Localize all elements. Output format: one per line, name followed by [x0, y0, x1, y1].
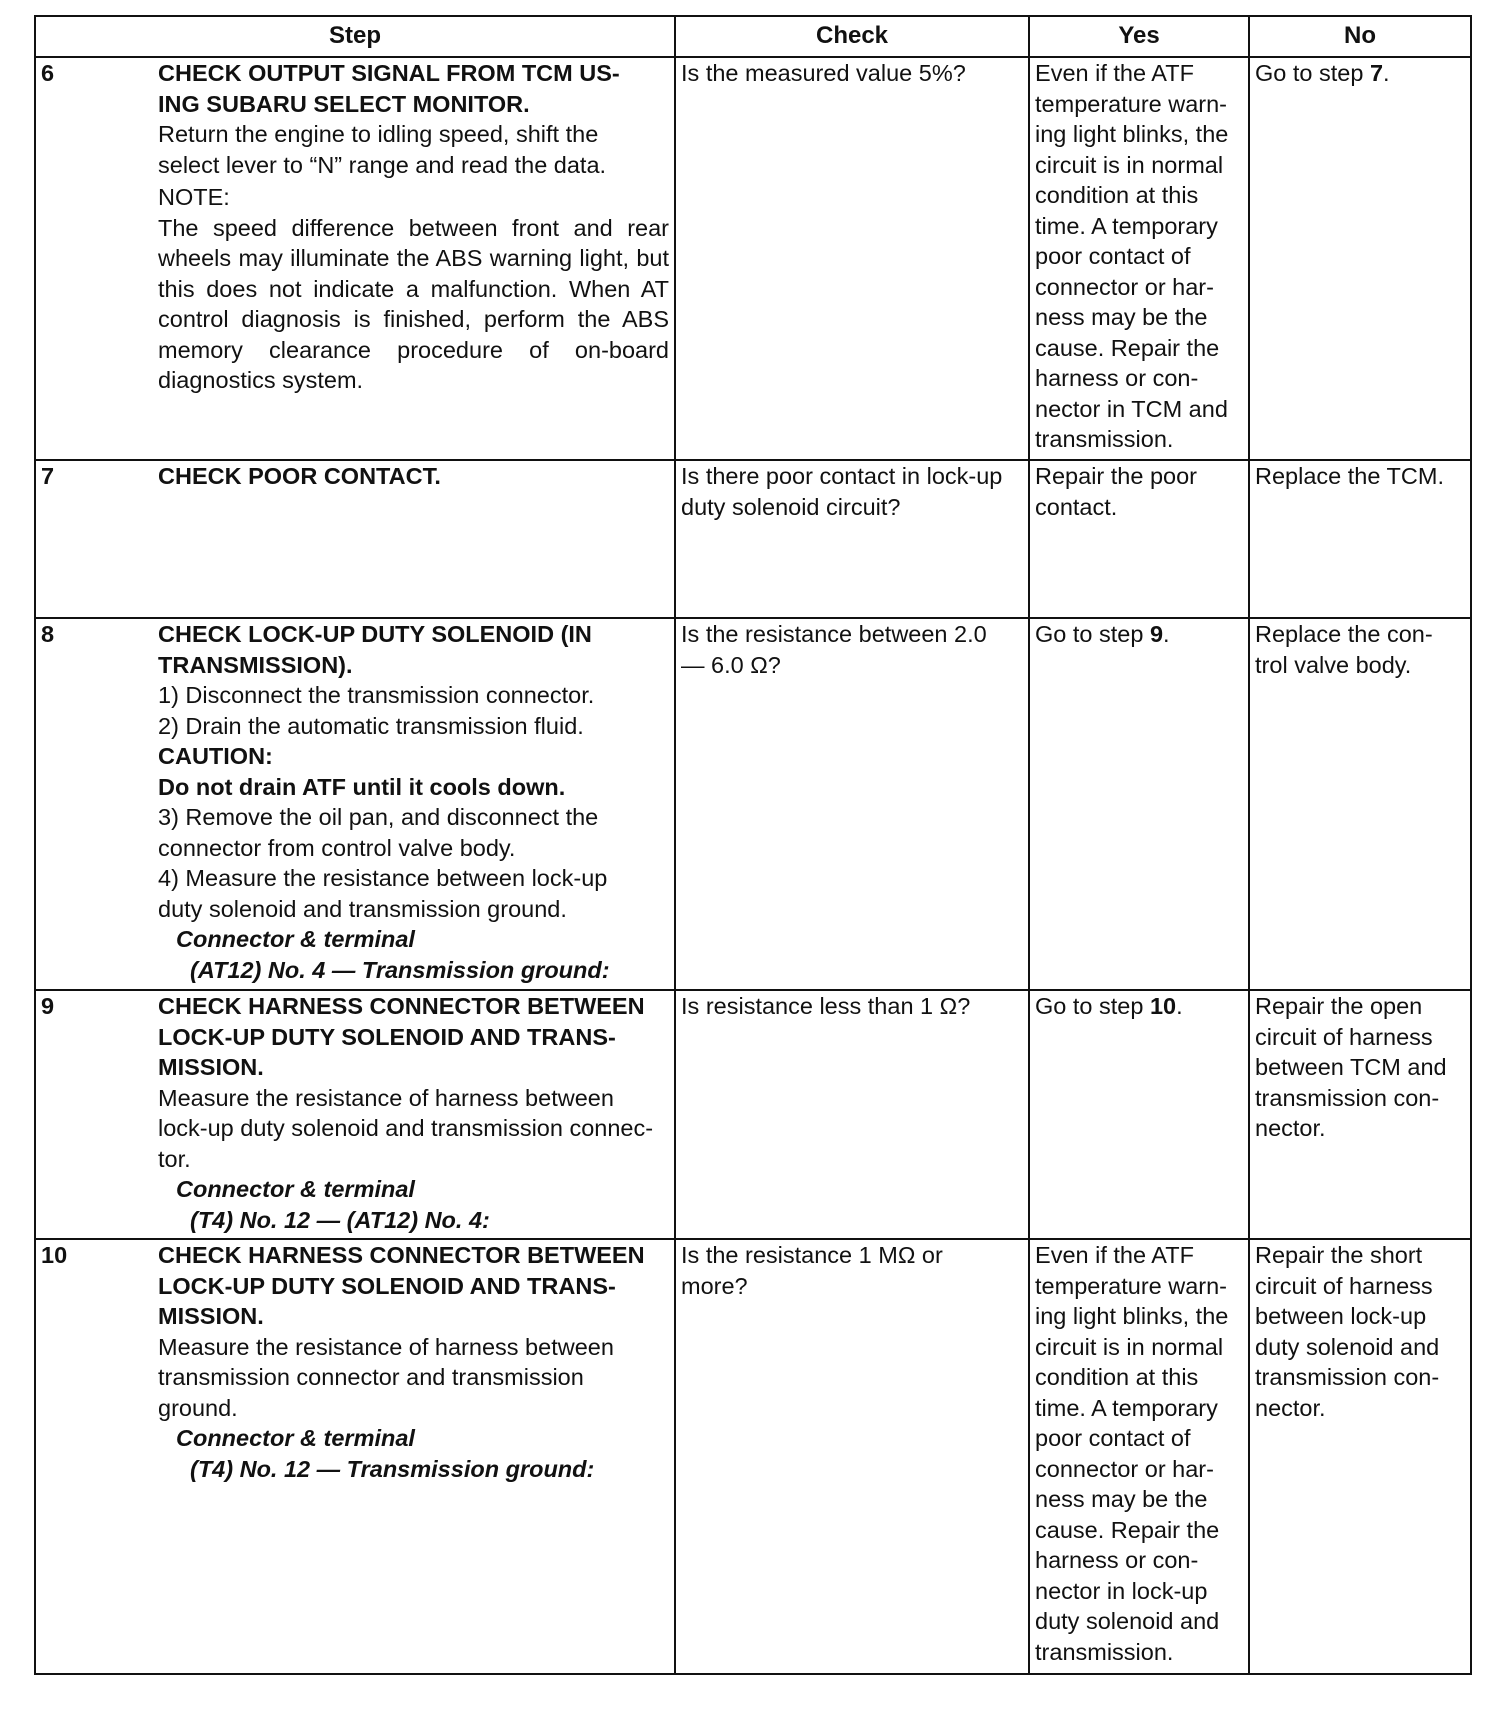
check-text: — 6.0 Ω? — [681, 651, 781, 678]
step-description — [153, 1239, 675, 1674]
yes-text: harness or con- — [1035, 365, 1199, 391]
no-text: nector. — [1255, 1115, 1326, 1141]
diagnostic-table — [34, 15, 1472, 1675]
step-text: tor. — [158, 1145, 191, 1172]
yes-cell — [1029, 618, 1249, 990]
yes-text: nector in TCM and — [1035, 395, 1228, 422]
procedure-step: 3) Remove the oil pan, and disconnect the — [158, 804, 599, 830]
check-text: Is resistance less than 1 Ω? — [681, 993, 971, 1019]
yes-text: ness may be the — [1035, 1486, 1208, 1512]
check-text: Is the resistance between 2.0 — [681, 621, 987, 647]
procedure-step: connector from control valve body. — [158, 834, 516, 861]
goto-step-number: 7 — [1369, 60, 1384, 86]
step-title: LOCK-UP DUTY SOLENOID AND TRANS- — [158, 1272, 616, 1299]
yes-cell — [1029, 990, 1249, 1239]
step-text: transmission connector and transmission — [158, 1364, 584, 1390]
yes-text: temperature warn- — [1035, 90, 1228, 117]
yes-text: connector or har- — [1035, 1455, 1214, 1482]
goto-suffix: . — [1383, 60, 1390, 86]
step-text: Measure the resistance of harness between — [158, 1084, 614, 1111]
step-number: 10 — [35, 1239, 153, 1674]
yes-text: transmission. — [1035, 1638, 1174, 1665]
check-text: Is the resistance 1 MΩ or — [681, 1242, 943, 1268]
step-title: TRANSMISSION). — [158, 651, 353, 678]
step-description — [153, 618, 675, 990]
yes-text: harness or con- — [1035, 1547, 1199, 1573]
header-no: No — [1249, 16, 1471, 57]
no-text: between TCM and — [1255, 1054, 1447, 1080]
no-cell — [1249, 57, 1471, 460]
header-yes: Yes — [1029, 16, 1249, 57]
step-text: select lever to “N” range and read the data. — [158, 151, 607, 178]
yes-text: time. A temporary — [1035, 1394, 1218, 1421]
no-goto — [1255, 58, 1465, 89]
check-text: Is there poor contact in lock-up — [681, 463, 1003, 489]
header-check: Check — [675, 16, 1029, 57]
yes-cell — [1029, 460, 1249, 618]
header-row — [35, 16, 1471, 57]
header-step: Step — [35, 16, 675, 57]
caution-text: Do not drain ATF until it cools down. — [158, 773, 566, 800]
yes-text: ing light blinks, the — [1035, 1303, 1229, 1329]
step-title: ING SUBARU SELECT MONITOR. — [158, 90, 530, 117]
goto-step-number: 9 — [1149, 621, 1164, 647]
yes-text: cause. Repair the — [1035, 334, 1220, 361]
yes-goto — [1035, 991, 1243, 1022]
step-title: CHECK POOR CONTACT. — [158, 463, 441, 489]
no-cell — [1249, 460, 1471, 618]
yes-text: poor contact of — [1035, 243, 1191, 269]
yes-text: condition at this — [1035, 182, 1199, 208]
note-text: The speed difference between front and rear wheels may illuminate the ABS warning light, but this does not indicate a malfunction. When AT control diagnosis is finished, perform the ABS memory clearance procedure of on-board diagnostics system. — [158, 214, 670, 393]
table-row — [35, 618, 1471, 990]
check-text: Is the measured value 5%? — [681, 60, 966, 86]
yes-text: transmission. — [1035, 426, 1174, 452]
yes-text: circuit is in normal — [1035, 151, 1224, 178]
step-title: CHECK HARNESS CONNECTOR BETWEEN — [158, 1242, 645, 1268]
goto-prefix: Go to step — [1255, 60, 1370, 86]
step-title: MISSION. — [158, 1303, 264, 1329]
no-cell — [1249, 990, 1471, 1239]
no-text: transmission con- — [1255, 1084, 1440, 1111]
step-title: MISSION. — [158, 1054, 264, 1080]
connector-label: Connector & terminal — [176, 926, 415, 952]
table-row — [35, 57, 1471, 460]
connector-value: (T4) No. 12 — Transmission ground: — [190, 1455, 595, 1482]
check-cell — [675, 618, 1029, 990]
yes-text: time. A temporary — [1035, 212, 1218, 239]
goto-suffix: . — [1176, 993, 1183, 1019]
step-number: 9 — [35, 990, 153, 1239]
procedure-step: 2) Drain the automatic transmission fluid. — [158, 712, 584, 739]
step-description — [153, 57, 675, 460]
no-cell — [1249, 1239, 1471, 1674]
step-title: CHECK OUTPUT SIGNAL FROM TCM US- — [158, 60, 620, 86]
no-cell — [1249, 618, 1471, 990]
no-text: Repair the open — [1255, 993, 1423, 1019]
step-text: Return the engine to idling speed, shift the — [158, 121, 599, 147]
no-text: transmission con- — [1255, 1364, 1440, 1390]
yes-cell — [1029, 57, 1249, 460]
yes-text: poor contact of — [1035, 1425, 1191, 1451]
no-text: trol valve body. — [1255, 651, 1412, 678]
no-text: Replace the con- — [1255, 621, 1433, 647]
yes-cell — [1029, 1239, 1249, 1674]
no-text: nector. — [1255, 1394, 1326, 1421]
table-row — [35, 460, 1471, 618]
yes-text: Repair the poor — [1035, 463, 1198, 489]
no-text: between lock-up — [1255, 1303, 1427, 1329]
yes-text: temperature warn- — [1035, 1272, 1228, 1299]
step-title: CHECK LOCK-UP DUTY SOLENOID (IN — [158, 621, 592, 647]
caution-label: CAUTION: — [158, 743, 273, 769]
yes-text: circuit is in normal — [1035, 1333, 1224, 1360]
yes-text: condition at this — [1035, 1364, 1199, 1390]
connector-label: Connector & terminal — [176, 1425, 415, 1451]
yes-text: cause. Repair the — [1035, 1516, 1220, 1543]
no-text: Replace the TCM. — [1255, 463, 1444, 489]
yes-text: contact. — [1035, 493, 1118, 520]
step-title: LOCK-UP DUTY SOLENOID AND TRANS- — [158, 1023, 616, 1050]
check-cell — [675, 1239, 1029, 1674]
goto-prefix: Go to step — [1035, 993, 1150, 1019]
table-row — [35, 1239, 1471, 1674]
step-number: 6 — [35, 57, 153, 460]
connector-label: Connector & terminal — [176, 1176, 415, 1202]
yes-text: duty solenoid and — [1035, 1608, 1220, 1634]
no-text: duty solenoid and — [1255, 1333, 1440, 1360]
check-cell — [675, 990, 1029, 1239]
yes-text: nector in lock-up — [1035, 1577, 1208, 1604]
no-text: Repair the short — [1255, 1242, 1423, 1268]
step-number: 7 — [35, 460, 153, 618]
table-row — [35, 990, 1471, 1239]
yes-text: connector or har- — [1035, 273, 1214, 300]
check-text: more? — [681, 1272, 748, 1299]
step-text: lock-up duty solenoid and transmission connec- — [158, 1115, 654, 1141]
check-cell — [675, 57, 1029, 460]
no-text: circuit of harness — [1255, 1272, 1433, 1299]
step-text: Measure the resistance of harness between — [158, 1333, 614, 1360]
goto-step-number: 10 — [1149, 993, 1177, 1019]
yes-text: ing light blinks, the — [1035, 121, 1229, 147]
procedure-step: 4) Measure the resistance between lock-up — [158, 865, 608, 891]
connector-value: (AT12) No. 4 — Transmission ground: — [190, 956, 610, 983]
yes-goto — [1035, 619, 1243, 650]
no-text: circuit of harness — [1255, 1023, 1433, 1050]
step-title: CHECK HARNESS CONNECTOR BETWEEN — [158, 993, 645, 1019]
procedure-step: 1) Disconnect the transmission connector. — [158, 682, 595, 708]
yes-text: ness may be the — [1035, 304, 1208, 330]
yes-text: Even if the ATF — [1035, 60, 1194, 86]
step-text: ground. — [158, 1394, 238, 1421]
check-cell — [675, 460, 1029, 618]
procedure-step: duty solenoid and transmission ground. — [158, 895, 567, 922]
connector-value: (T4) No. 12 — (AT12) No. 4: — [190, 1206, 490, 1233]
step-description — [153, 990, 675, 1239]
goto-suffix: . — [1163, 621, 1170, 647]
yes-text: Even if the ATF — [1035, 1242, 1194, 1268]
step-number: 8 — [35, 618, 153, 990]
step-description — [153, 460, 675, 618]
goto-prefix: Go to step — [1035, 621, 1150, 647]
check-text: duty solenoid circuit? — [681, 493, 901, 520]
note-label: NOTE: — [158, 184, 230, 210]
